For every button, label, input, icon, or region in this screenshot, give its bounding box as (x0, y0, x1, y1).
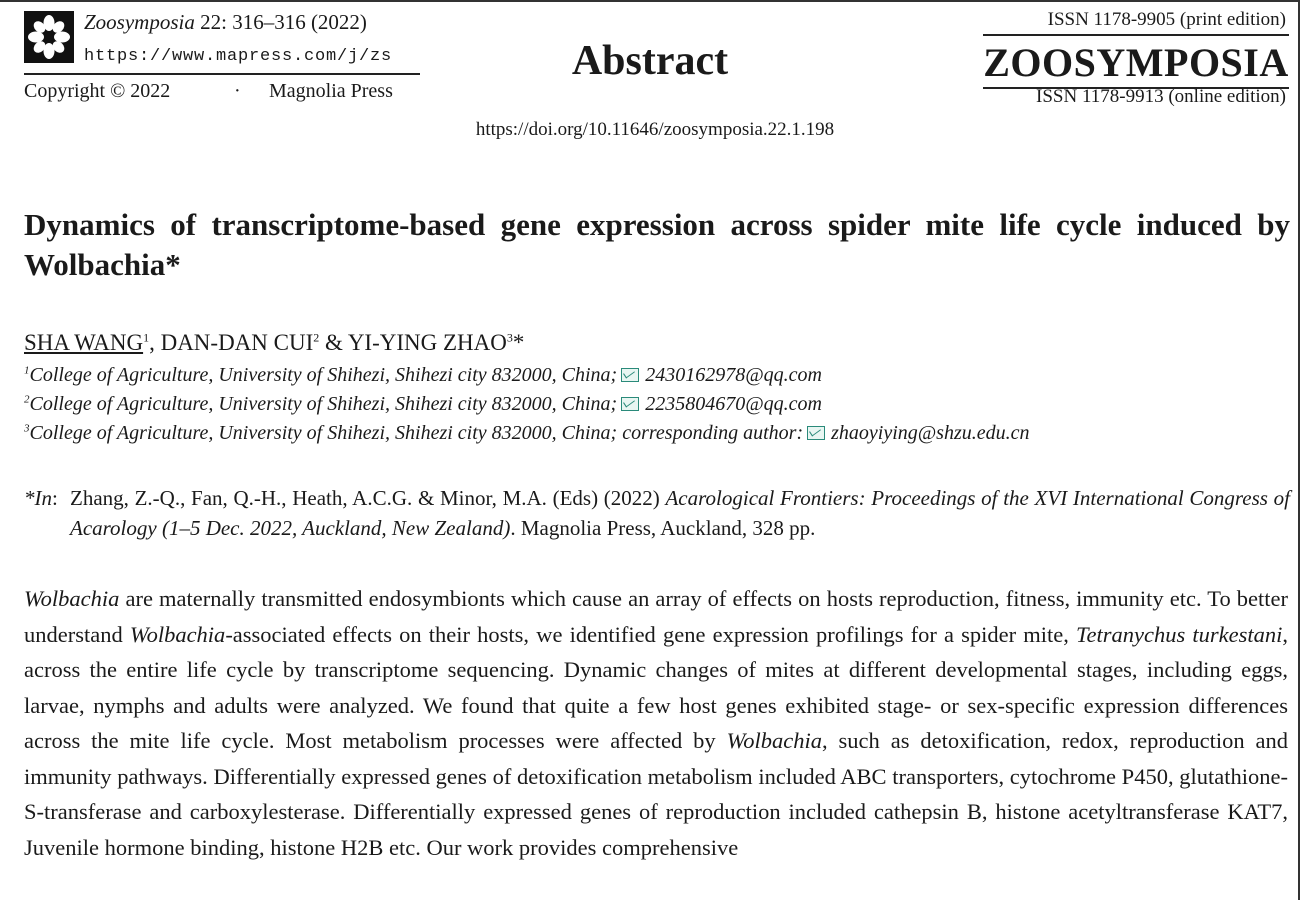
header-separator: · (234, 80, 241, 102)
author-separator: , (149, 330, 161, 355)
genus-name: Wolbachia (24, 586, 120, 611)
copyright-notice: Copyright © 2022 (24, 80, 171, 102)
affiliation-number: 1 (24, 364, 30, 377)
journal-citation (84, 10, 367, 34)
reference-in-label: *In (24, 486, 52, 510)
genus-name: Wolbachia (129, 621, 226, 647)
journal-issue: 22: 316–316 (2022) (194, 10, 367, 34)
section-heading: Abstract (571, 38, 729, 84)
abstract-segment: are maternally transmitted endosymbionts which cause an array of effects on hosts reproduction, fitness, immunity etc. To better understand (24, 586, 1288, 647)
affiliation-text: College of Agriculture, University of Shihezi, Shihezi city 832000, China; (29, 364, 618, 386)
publisher-name: Magnolia Press (269, 80, 393, 102)
affiliation-text: College of Agriculture, University of Shihezi, Shihezi city 832000, China; (29, 393, 618, 415)
email-icon (621, 397, 639, 411)
header-divider-right-top (983, 34, 1289, 36)
author-name: SHA WANG (24, 330, 144, 355)
affiliation-1 (24, 362, 822, 388)
journal-name: Zoosymposia (84, 10, 195, 34)
author-name: YI-YING ZHAO (347, 330, 507, 355)
affiliation-text: College of Agriculture, University of Shihezi, Shihezi city 832000, China; corresponding author: (29, 422, 804, 444)
corresponding-mark: * (512, 330, 525, 355)
email-link[interactable]: 2430162978@qq.com (645, 364, 822, 386)
author-list (24, 328, 524, 358)
affiliation-number: 3 (24, 422, 30, 435)
affiliation-2 (24, 391, 822, 417)
author-affiliation-mark: 3 (506, 330, 513, 345)
issn-print: ISSN 1178-9905 (print edition) (1047, 9, 1286, 30)
email-icon (621, 368, 639, 382)
doi-link[interactable]: https://doi.org/10.11646/zoosymposia.22.1.198 (475, 119, 835, 140)
author-affiliation-mark: 2 (313, 330, 320, 345)
email-icon (807, 426, 825, 440)
email-link[interactable]: 2235804670@qq.com (645, 393, 822, 415)
abstract-text (24, 581, 1288, 865)
affiliation-number: 2 (24, 393, 30, 406)
reference-lead (24, 483, 58, 513)
email-link[interactable]: zhaoyiying@shzu.edu.cn (831, 422, 1030, 444)
author-affiliation-mark: 1 (143, 330, 150, 345)
reference-publisher: . Magnolia Press, Auckland, 328 pp. (510, 516, 816, 540)
abstract-segment: , such as detoxification, redox, reproduction and immunity pathways. Differentially expressed genes of detoxification metabolism included ABC transporters, cytochrome P450, glutathione-S-transferase and carboxylesterase. Differentially expressed genes of reproduction included cathepsin B, histone acetyltransferase KAT7, Juvenile hormone binding, histone H2B etc. Our work provides comprehensive (24, 728, 1288, 860)
species-name: Tetranychus turkestani (1076, 621, 1283, 647)
header-divider-left (24, 73, 420, 75)
abstract-segment: , across the entire life cycle by transcriptome sequencing. Dynamic changes of mites at different developmental stages, including eggs, larvae, nymphs and adults were analyzed. We found that quite a few host genes exhibited stage- or sex-specific expression differences across the mite life cycle. Most metabolism processes were affected by (24, 621, 1288, 753)
article-title: Dynamics of transcriptome-based gene expression across spider mite life cycle induced by Wolbachia* (24, 207, 1290, 282)
author-separator: & (319, 330, 348, 355)
reference-colon: : (52, 486, 58, 510)
journal-masthead: ZOOSYMPOSIA (983, 40, 1289, 85)
reference-body (70, 483, 1290, 543)
abstract-segment: -associated effects on their hosts, we identified gene expression profilings for a spider mite, (225, 621, 1077, 647)
publisher-logo-icon (24, 11, 74, 63)
author-name: DAN-DAN CUI (160, 330, 314, 355)
journal-url-link[interactable]: https://www.mapress.com/j/zs (84, 47, 393, 66)
affiliation-3 (24, 420, 1030, 446)
reference-proceedings-title: Acarological Frontiers: Proceedings of the XVI International Congress of Acarology (1–5 Dec. 2022, Auckland, New Zealand) (70, 486, 1291, 540)
issn-online: ISSN 1178-9913 (online edition) (1036, 86, 1286, 107)
reference-editors: Zhang, Z.-Q., Fan, Q.-H., Heath, A.C.G. & Minor, M.A. (Eds) (2022) (70, 486, 666, 510)
genus-name: Wolbachia (726, 728, 822, 753)
